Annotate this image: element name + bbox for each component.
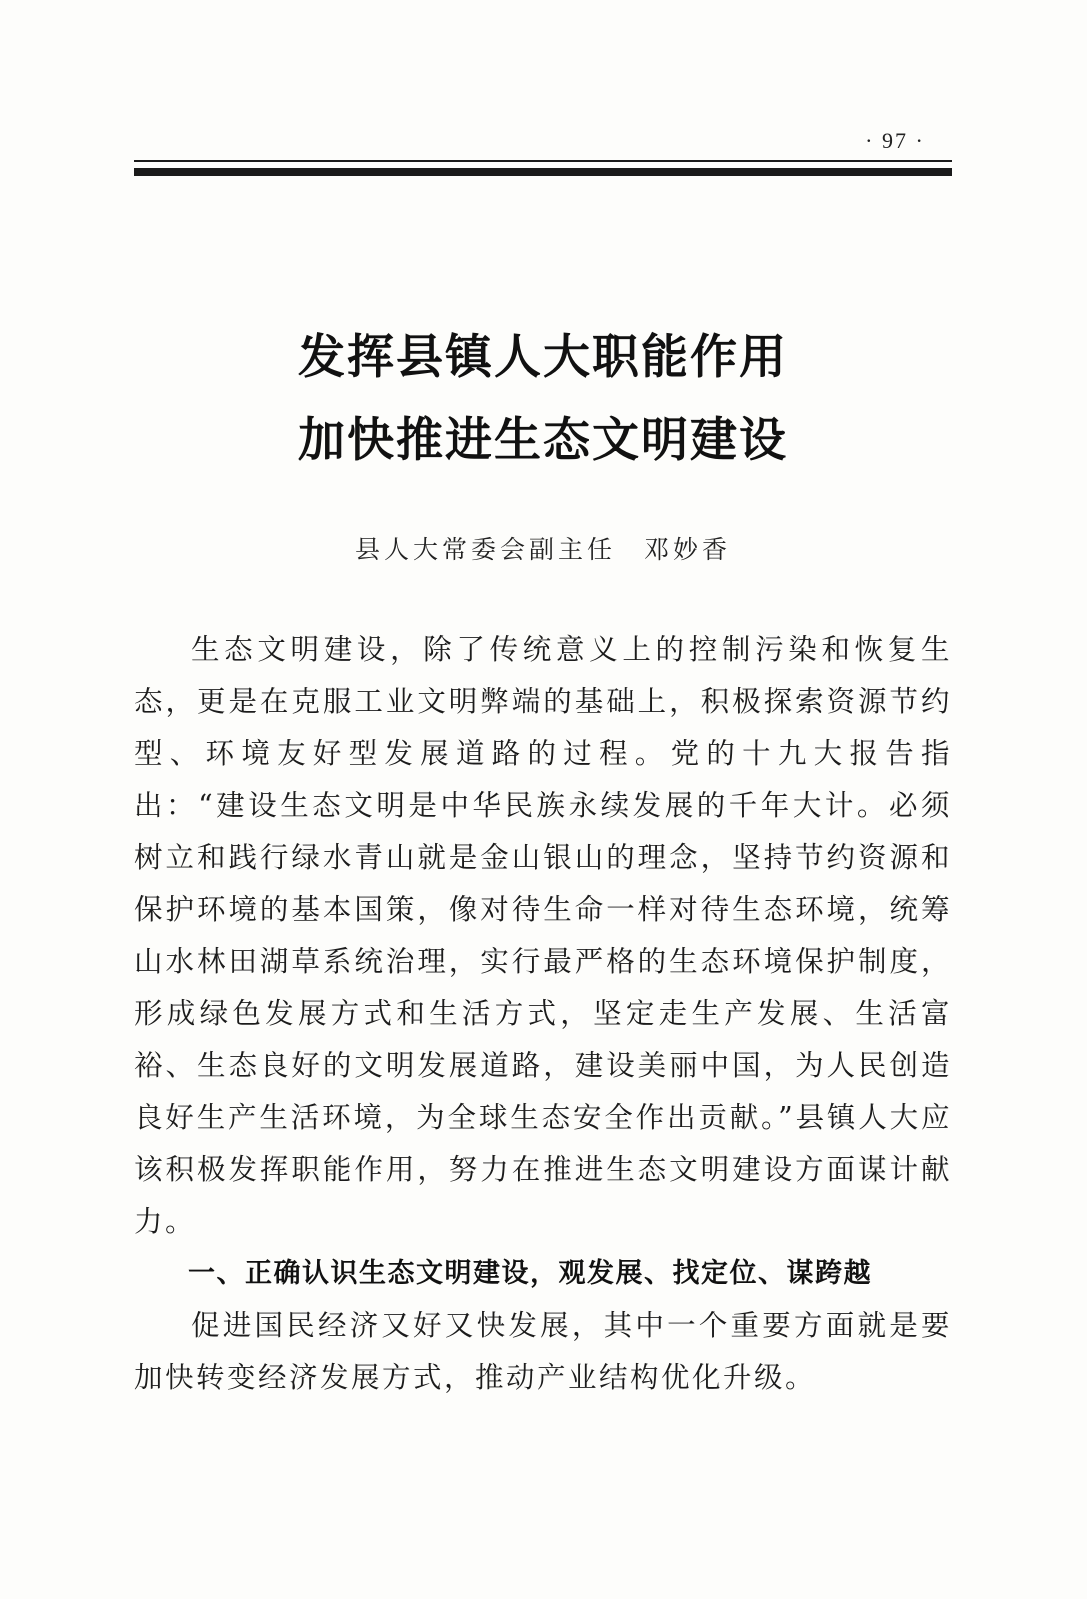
body-paragraph: 促进国民经济又好又快发展，其中一个重要方面就是要加快转变经济发展方式，推动产业结构优化升级。 <box>134 1309 952 1394</box>
author-name: 邓妙香 <box>644 535 732 564</box>
header-rule-thin <box>134 160 952 162</box>
body-paragraph: 生态文明建设，除了传统意义上的控制污染和恢复生态，更是在克服工业文明弊端的基础上，积极探索资源节约型、环境友好型发展道路的过程。党的十九大报告指出：“建设生态文明是中华民族永续发展的千年大计。必须树立和践行绿水青山就是金山银山的理念，坚持节约资源和保护环境的基本国策，像对待生命一样对待生态环境，统筹山水林田湖草系统治理，实行最严格的生态环境保护制度，形成绿色发展方式和生活方式，坚定走生产发展、生活富裕、生态良好的文明发展道路，建设美丽中国，为人民创造良好生产生活环境，为全球生态安全作出贡献。”县镇人大应该积极发挥职能作用，努力在推进生态文明建设方面谋计献力。 <box>134 633 952 1238</box>
article-title-line-1: 发挥县镇人大职能作用 <box>298 330 788 385</box>
page-number: · 97 · <box>865 128 925 153</box>
article-title-line-2: 加快推进生态文明建设 <box>298 413 788 468</box>
section-heading: 一、正确认识生态文明建设，观发展、找定位、谋跨越 <box>188 1258 872 1289</box>
header-rule-thick <box>134 168 952 176</box>
author-position: 县人大常委会副主任 <box>354 535 616 564</box>
article-body <box>134 624 952 1404</box>
byline <box>134 530 952 566</box>
